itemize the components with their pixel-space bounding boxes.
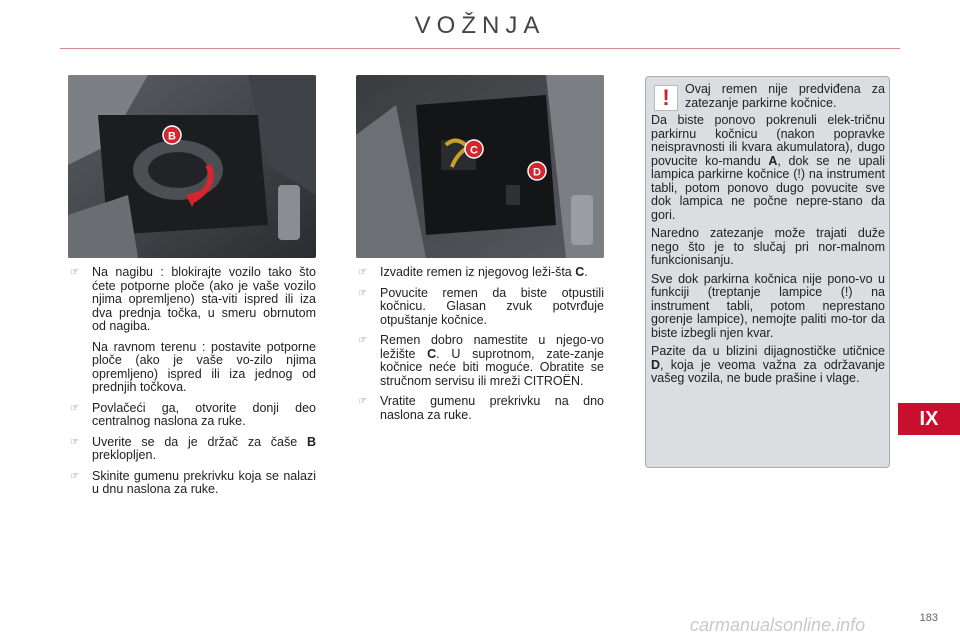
hand-pointer-icon: ☞ [358, 287, 367, 299]
list-item [68, 470, 316, 497]
hand-pointer-icon: ☞ [358, 396, 367, 407]
list-item: ☞ Izvadite remen iz njegovog leži-šta C. [358, 265, 588, 279]
warning-heading: Ovaj remen nije predviđena za zatezanje parkirne kočnice. [685, 82, 885, 110]
warning-paragraph: Sve dok parkirna kočnica nije pono-vo u funkciji (treptanje lampice (!) na instrument tabli, potom neprestano gorenje lampice), nemojte paliti mo-tor da biste izbegli njen kvar. [651, 271, 885, 340]
instructions-column-2 [356, 266, 604, 429]
watermark: carmanualsonline.info [690, 615, 866, 635]
hand-pointer-icon: ☞ [358, 335, 367, 346]
list-item [68, 266, 316, 334]
marker-b-label: B [168, 130, 176, 143]
hand-pointer-icon: ☞ [70, 267, 79, 278]
warning-icon: ! [654, 85, 678, 111]
warning-paragraph: Pazite da u blizini dijagnostičke utičnice D, koja je veoma važna za održavanje vašeg vozila, ne bude prašine i vlage. [651, 344, 885, 385]
list-item-text: Skinite gumenu prekrivku koja se nalazi u dnu naslona za ruke. [92, 468, 316, 496]
hand-pointer-icon: ☞ [70, 470, 79, 482]
list-item-text: Povlačeći ga, otvorite donji deo centralnog naslona za ruke. [92, 400, 316, 428]
list-item [68, 402, 316, 429]
list-item [356, 287, 604, 328]
list-item-text: Povucite remen da biste otpustili kočnicu. Glasan zvuk potvrđuje otpuštanje kočnice. [380, 285, 604, 327]
warning-box [645, 76, 890, 468]
chapter-tab: IX [898, 403, 960, 435]
photo-strap-socket [356, 75, 604, 258]
instructions-column-1 [68, 266, 316, 504]
page-number: 183 [919, 612, 938, 624]
warning-paragraph: Naredno zatezanje može trajati duže nego što je to slučaj pri nor-malnom funkcionisanju. [651, 226, 885, 267]
hand-pointer-icon: ☞ [70, 402, 79, 414]
hand-pointer-icon: ☞ [358, 267, 367, 278]
photo-cup-holder [68, 75, 316, 258]
warning-body [651, 114, 885, 391]
page-title: VOŽNJA [414, 12, 546, 39]
marker-c-label: C [470, 144, 478, 157]
title-divider [60, 48, 900, 49]
list-item-text: Vratite gumenu prekrivku na dno naslona za ruke. [380, 394, 604, 422]
hand-pointer-icon: ☞ [70, 436, 79, 448]
list-item-text: Na ravnom terenu : postavite potporne ploče (ako je vaše vo-zilo njima opremljeno) ispred ili iza jednog od prednjih točkova. [92, 339, 316, 394]
warning-paragraph: Da biste ponovo pokrenuli elek-tričnu parkirnu kočnicu (nakon popravke neispravnosti ili kvara akumulatora), dugo povucite ko-mandu A, dok se ne upali lampica parkirne kočnice (!) na instrument tabli, potom ponovo dugo povucite sve dok lampica ne počne nepre-stano da gori. [651, 113, 885, 222]
list-item: ☞ Remen dobro namestite u njego-vo ležište C. U suprotnom, zate-zanje kočnice neće biti moguće. Obratite se stručnom servisu ili mreži CITROËN. [358, 333, 604, 388]
list-item: ☞ Uverite se da je držač za čaše B preklopljen. [70, 434, 316, 462]
marker-d-label: D [533, 166, 541, 179]
list-item-text: Na nagibu : blokirajte vozilo tako što ćete potporne ploče (ako je vaše vozilo njima opremljeno) sta-viti ispred ili iza dva prednja točka, u smeru obrnutom od nagiba. [92, 265, 316, 333]
list-item [356, 395, 604, 422]
